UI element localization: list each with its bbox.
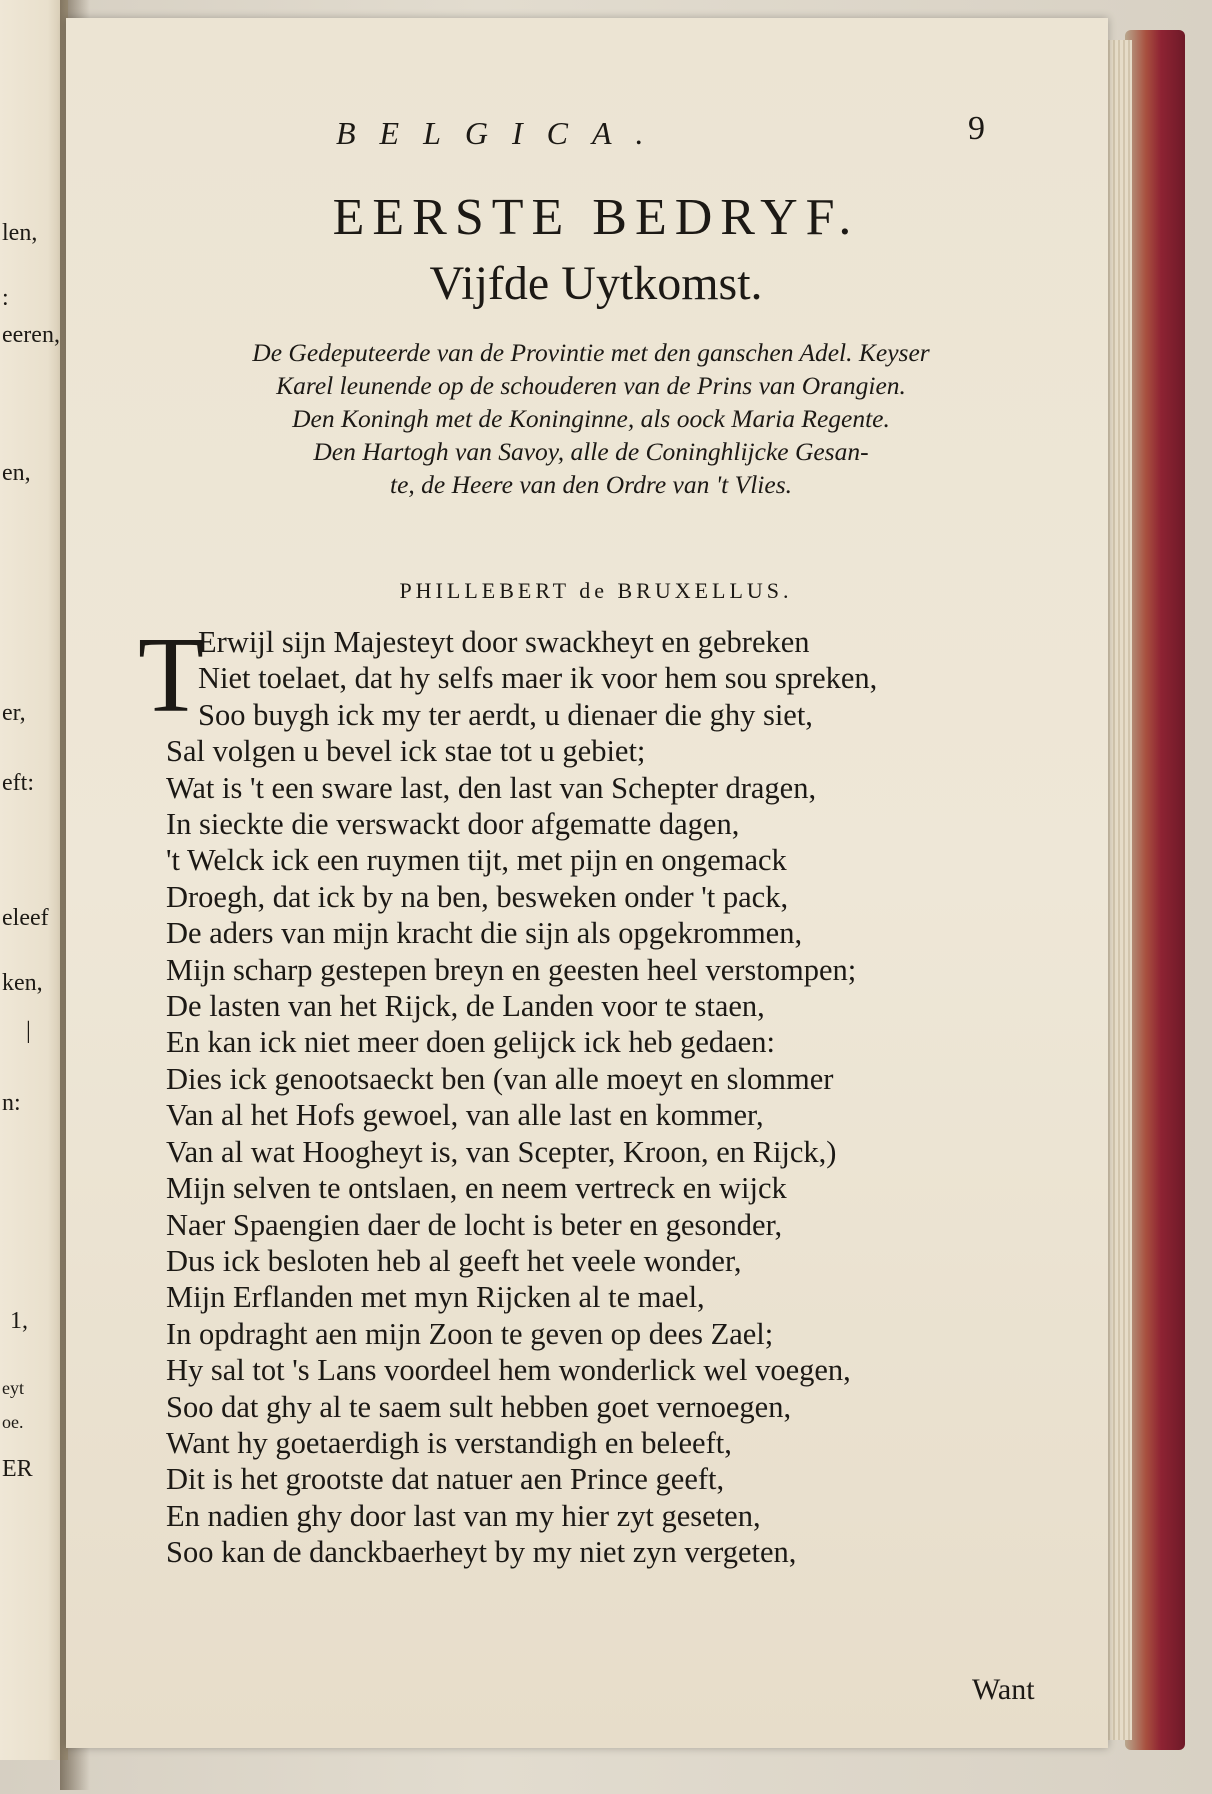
stage-direction-line: Den Koningh met de Koninginne, als oock Maria Regente.: [292, 404, 890, 433]
verse-line: Mijn Erflanden met myn Rijcken al te mael,: [166, 1280, 705, 1315]
stage-direction-line: Den Hartogh van Savoy, alle de Coninghlijcke Gesan-: [313, 437, 869, 466]
page-number: 9: [968, 110, 985, 147]
facing-page-fragment: oe.: [2, 1412, 24, 1432]
verse-line: De aders van mijn kracht die sijn als opgekrommen,: [166, 916, 803, 951]
facing-page-fragment: len,: [2, 220, 38, 246]
verse-line: Soo kan de danckbaerheyt by my niet zyn vergeten,: [166, 1535, 797, 1570]
verse-line: 't Welck ick een ruymen tijt, met pijn en ongemack: [166, 843, 787, 878]
facing-page-fragment: ER: [2, 1456, 33, 1482]
facing-page-fragment: eyt: [2, 1378, 24, 1398]
verse-line: Soo dat ghy al te saem sult hebben goet vernoegen,: [166, 1389, 792, 1424]
verse-line: Mijn selven te ontslaen, en neem vertreck en wijck: [166, 1171, 787, 1206]
book-cover-edge: [1125, 30, 1185, 1750]
facing-page-fragment: en,: [2, 460, 31, 486]
verse-line: Want hy goetaerdigh is verstandigh en beleeft,: [166, 1425, 732, 1460]
facing-page: [0, 0, 68, 1760]
catchword: Want: [972, 1673, 1035, 1706]
verse-line: Niet toelaet, dat hy selfs maer ik voor hem sou spreken,: [198, 661, 878, 696]
verse-line: Van al het Hofs gewoel, van alle last en kommer,: [166, 1098, 764, 1133]
verse-line: Hy sal tot 's Lans voordeel hem wonderlick wel voegen,: [166, 1353, 851, 1388]
facing-page-fragment: er,: [2, 700, 26, 726]
facing-page-fragment: eleef: [2, 905, 49, 931]
verse-block: [166, 624, 1066, 1571]
verse-line: Wat is 't een sware last, den last van Schepter dragen,: [166, 770, 817, 805]
verse-line: Erwijl sijn Majesteyt door swackheyt en gebreken: [198, 625, 810, 659]
verse-line: Dies ick genootsaeckt ben (van alle moeyt en slommer: [166, 1061, 834, 1096]
verse-line: In opdraght aen mijn Zoon te geven op dees Zael;: [166, 1316, 774, 1351]
stage-direction-line: Karel leunende op de schouderen van de Prins van Orangien.: [276, 371, 906, 400]
verse-line: En nadien ghy door last van my hier zyt geseten,: [166, 1498, 761, 1533]
speaker-name: PHILLEBERT de BRUXELLUS.: [399, 578, 793, 603]
stage-direction-line: De Gedeputeerde van de Provintie met den ganschen Adel. Keyser: [252, 338, 930, 367]
facing-page-fragment: eeren,: [2, 322, 60, 348]
book-page: [66, 18, 1108, 1748]
scene-title: Vijfde Uytkomst.: [429, 257, 763, 310]
verse-line: Dit is het grootste dat natuer aen Prince geeft,: [166, 1462, 725, 1497]
verse-line: Soo buygh ick my ter aerdt, u dienaer die ghy siet,: [198, 697, 813, 732]
act-title: EERSTE BEDRYF.: [332, 189, 860, 246]
verse-line: Droegh, dat ick by na ben, besweken onder 't pack,: [166, 879, 789, 914]
verse-line: Sal volgen u bevel ick stae tot u gebiet;: [166, 734, 646, 769]
verse-line: In sieckte die verswackt door afgematte dagen,: [166, 807, 740, 842]
verse-line: De lasten van het Rijck, de Landen voor te staen,: [166, 989, 765, 1024]
facing-page-fragment: 1,: [10, 1308, 28, 1334]
facing-page-fragment: |: [26, 1018, 31, 1044]
verse-line: Mijn scharp gestepen breyn en geesten heel verstompen;: [166, 952, 857, 987]
stage-direction-line: te, de Heere van den Ordre van 't Vlies.: [390, 470, 792, 499]
facing-page-fragment: n:: [2, 1090, 21, 1116]
verse-line: Van al wat Hoogheyt is, van Scepter, Kroon, en Rijck,): [166, 1134, 837, 1169]
verse-line: Dus ick besloten heb al geeft het veele wonder,: [166, 1243, 742, 1278]
facing-page-fragment: ken,: [2, 970, 43, 996]
drop-cap: T: [138, 616, 204, 735]
verse-line: Naer Spaengien daer de locht is beter en gesonder,: [166, 1207, 783, 1242]
stage-direction: [126, 336, 1056, 501]
running-head: BELGICA.: [336, 115, 668, 151]
verse-line: En kan ick niet meer doen gelijck ick heb gedaen:: [166, 1025, 775, 1060]
facing-page-fragment: :: [2, 285, 9, 311]
facing-page-fragment: eft:: [2, 770, 34, 796]
